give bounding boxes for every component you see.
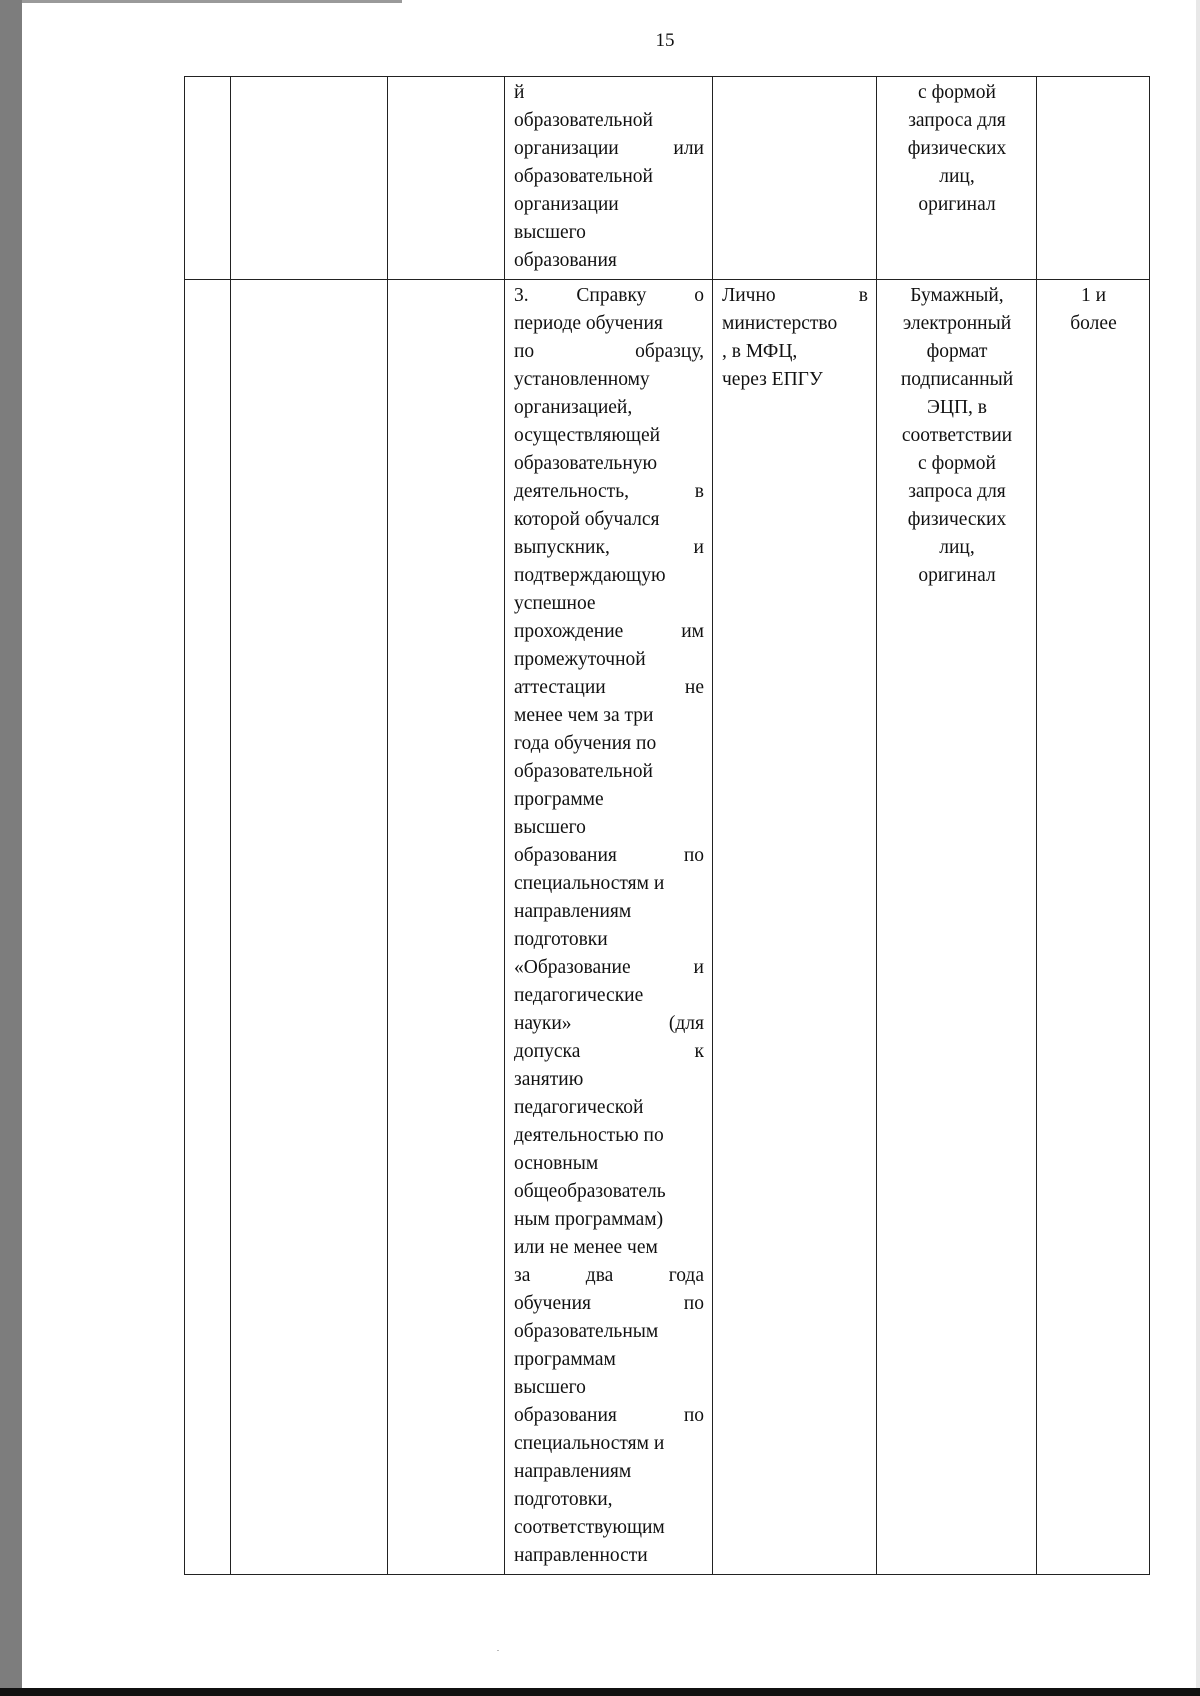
text-line: или не менее чем <box>514 1237 658 1258</box>
text-line: выпускник, и <box>514 537 704 558</box>
text-line: электронный <box>902 313 1012 334</box>
text-line: менее чем за три <box>514 705 654 726</box>
table-cell-document <box>505 77 713 280</box>
text-line: формат <box>926 341 988 362</box>
text-line: физических <box>907 138 1007 159</box>
table-cell-category <box>388 77 505 280</box>
text-line: оригинал <box>918 194 996 215</box>
text-line: запроса для <box>908 110 1006 131</box>
table-row <box>185 280 1150 1575</box>
documents-table <box>184 76 1150 1575</box>
text-line: педагогические <box>514 985 644 1006</box>
text-line: направленности <box>514 1545 648 1566</box>
scan-top-edge <box>22 0 402 3</box>
text-line: образования <box>514 250 617 271</box>
text-line: общеобразователь <box>514 1181 666 1202</box>
text-line: обучения по <box>514 1293 704 1314</box>
table-cell-category <box>388 280 505 1575</box>
text-line: 3. Справку о <box>514 285 704 306</box>
text-line: образовательной <box>514 110 653 131</box>
text-line: образования по <box>514 845 704 866</box>
text-line: которой обучался <box>514 509 660 530</box>
table-cell-number <box>185 280 231 1575</box>
text-line: организацией, <box>514 397 633 418</box>
text-line: специальностям и <box>514 873 665 894</box>
text-line: направлениям <box>514 901 632 922</box>
text-line: 1 и <box>1080 285 1107 306</box>
text-line: физических <box>907 509 1007 530</box>
text-line: периоде обучения <box>514 313 663 334</box>
text-line: занятию <box>514 1069 584 1090</box>
text-line: министерство <box>722 313 838 334</box>
text-line: образовательным <box>514 1321 659 1342</box>
text-line: по образцу, <box>514 341 704 362</box>
text-line: й <box>514 82 525 103</box>
text-line: высшего <box>514 817 586 838</box>
page-number: 15 <box>655 30 675 51</box>
text-line: установленному <box>514 369 650 390</box>
text-line: подготовки <box>514 929 608 950</box>
text-line: деятельностью по <box>514 1125 664 1146</box>
text-line: промежуточной <box>514 649 646 670</box>
text-line: деятельность, в <box>514 481 704 502</box>
text-line: «Образование и <box>514 957 704 978</box>
text-line: более <box>1070 313 1117 334</box>
text-line: аттестации не <box>514 677 704 698</box>
table-cell-count <box>1037 280 1150 1575</box>
text-line: высшего <box>514 1377 586 1398</box>
text-line: педагогической <box>514 1097 644 1118</box>
text-line: науки» (для <box>514 1013 704 1034</box>
text-line: основным <box>514 1153 599 1174</box>
text-line: образовательной <box>514 761 653 782</box>
text-line: направлениям <box>514 1461 632 1482</box>
text-line: за два года <box>514 1265 704 1286</box>
text-line: оригинал <box>918 565 996 586</box>
text-line: лиц, <box>939 537 975 558</box>
text-line: ЭЦП, в <box>927 397 987 418</box>
text-line: с формой <box>918 82 996 103</box>
text-line: Бумажный, <box>910 285 1004 306</box>
text-line: организации или <box>514 138 704 159</box>
table-cell-number <box>185 77 231 280</box>
text-line: образовательную <box>514 453 658 474</box>
table-cell-format <box>877 280 1037 1575</box>
text-line: года обучения по <box>514 733 657 754</box>
text-line: ным программам) <box>514 1209 664 1230</box>
text-line: с формой <box>918 453 996 474</box>
text-line: , в МФЦ, <box>722 341 798 362</box>
table-cell-count <box>1037 77 1150 280</box>
table-cell-submission <box>713 77 877 280</box>
text-line: успешное <box>514 593 596 614</box>
scan-right-edge <box>1196 0 1200 1696</box>
text-line: соответствующим <box>514 1517 665 1538</box>
scan-speck <box>497 1650 499 1651</box>
table-cell-format <box>877 77 1037 280</box>
text-line: запроса для <box>908 481 1006 502</box>
text-line: лиц, <box>939 166 975 187</box>
table-cell-submission <box>713 280 877 1575</box>
text-line: подписанный <box>900 369 1014 390</box>
text-line: через ЕПГУ <box>722 369 823 390</box>
text-line: соответствии <box>901 425 1013 446</box>
text-line: образования по <box>514 1405 704 1426</box>
scan-bottom-edge <box>0 1688 1200 1696</box>
text-line: организации <box>514 194 619 215</box>
text-line: подтверждающую <box>514 565 666 586</box>
text-line: образовательной <box>514 166 653 187</box>
text-line: подготовки, <box>514 1489 613 1510</box>
table-cell-document <box>505 280 713 1575</box>
text-line: допуска к <box>514 1041 704 1062</box>
text-line: Лично в <box>722 285 868 306</box>
text-line: высшего <box>514 222 586 243</box>
text-line: специальностям и <box>514 1433 665 1454</box>
scan-left-margin <box>0 0 22 1696</box>
table-cell-service <box>231 280 388 1575</box>
text-line: программе <box>514 789 604 810</box>
text-line: программам <box>514 1349 616 1370</box>
table-row <box>185 77 1150 280</box>
text-line: прохождение им <box>514 621 704 642</box>
text-line: осуществляющей <box>514 425 661 446</box>
table-cell-service <box>231 77 388 280</box>
